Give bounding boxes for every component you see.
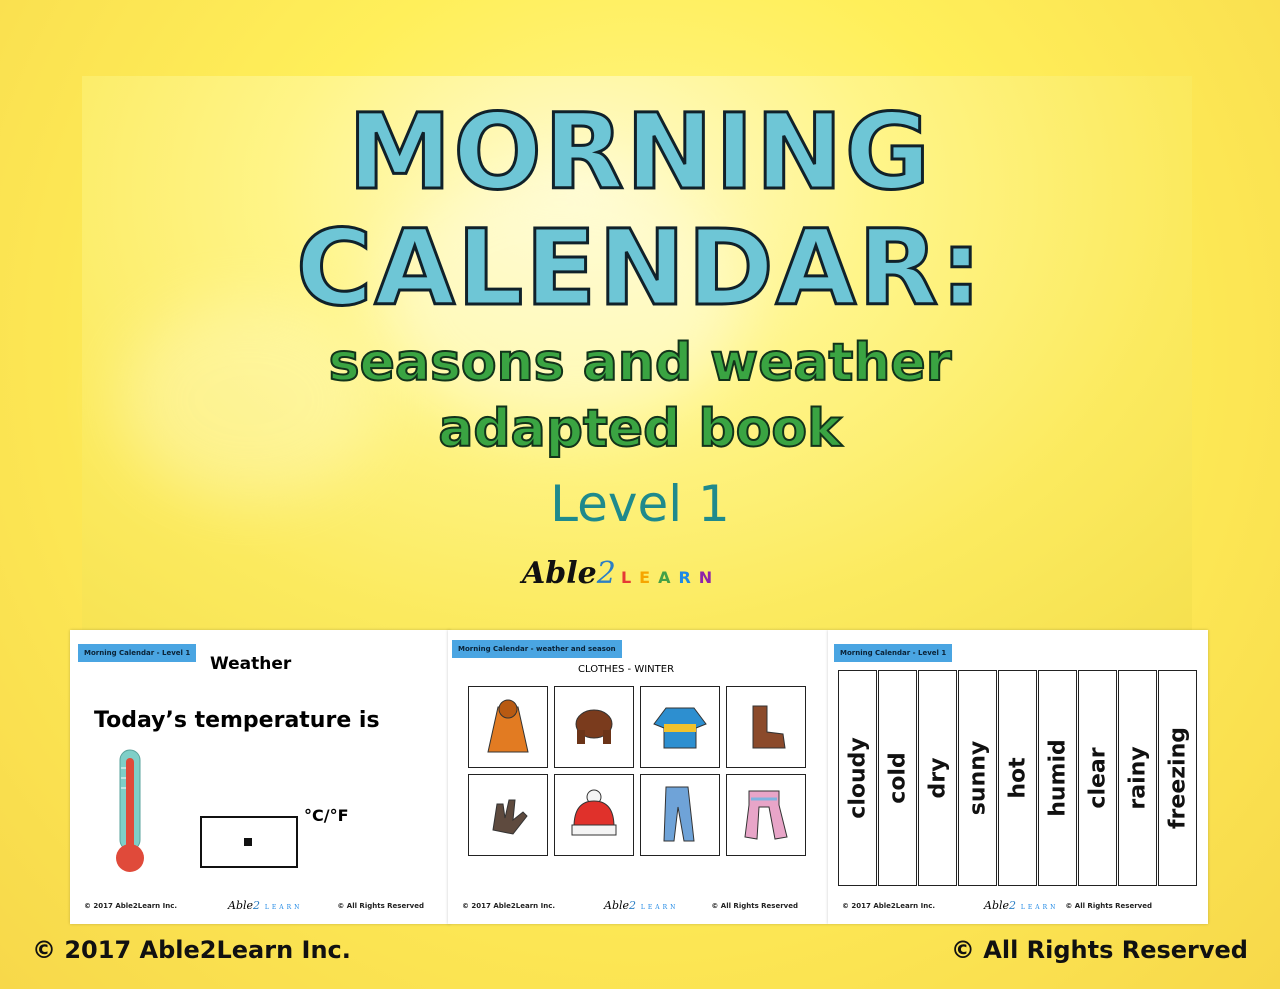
thermometer-icon: [114, 748, 146, 876]
page-footer-logo: Able2 LEARN: [984, 899, 1059, 912]
subtitle-line-2: adapted book: [438, 399, 842, 459]
coat-icon: [468, 686, 548, 768]
page-footer-right: © All Rights Reserved: [1065, 902, 1152, 910]
title-line-1: MORNING: [347, 91, 933, 213]
sweater-icon: [640, 686, 720, 768]
logo-learn: LEARN: [620, 568, 721, 587]
copyright-right: © All Rights Reserved: [950, 936, 1248, 964]
temperature-prompt: Today’s temperature is: [94, 708, 380, 733]
gloves-icon: [468, 774, 548, 856]
preview-page-clothes: [448, 630, 828, 924]
page-footer-logo: Able2 LEARN: [604, 899, 679, 912]
subtitle-line-1: seasons and weather: [328, 333, 952, 393]
page-heading: Weather: [210, 654, 292, 674]
page-tag: Morning Calendar - Level 1: [78, 644, 196, 662]
page-tag: Morning Calendar - Level 1: [834, 644, 952, 662]
page-footer-right: © All Rights Reserved: [711, 902, 798, 910]
pants-icon: [640, 774, 720, 856]
page-footer-left: © 2017 Able2Learn Inc.: [462, 902, 556, 910]
title-line-2: CALENDAR:: [296, 207, 984, 329]
temperature-box: [200, 816, 298, 868]
page-footer-left: © 2017 Able2Learn Inc.: [84, 902, 178, 910]
level-label: Level 1: [550, 475, 730, 533]
page-footer-right: © All Rights Reserved: [337, 902, 424, 910]
word-card: humid: [1038, 670, 1077, 886]
hat-icon: [554, 686, 634, 768]
word-card: freezing: [1158, 670, 1197, 886]
copyright-left: © 2017 Able2Learn Inc.: [32, 936, 351, 964]
word-card: dry: [918, 670, 957, 886]
word-card: cold: [878, 670, 917, 886]
page-footer-logo: Able2 LEARN: [228, 899, 303, 912]
logo-two: 2: [596, 556, 616, 591]
page-heading: CLOTHES - WINTER: [578, 664, 675, 675]
preview-page-weather: [70, 630, 450, 924]
temperature-unit: °C/°F: [304, 806, 349, 825]
box-marker: [244, 838, 252, 846]
word-card: sunny: [958, 670, 997, 886]
word-card: hot: [998, 670, 1037, 886]
logo-able: Able: [522, 556, 597, 591]
able2learn-logo: [522, 556, 762, 602]
word-card: rainy: [1118, 670, 1157, 886]
scarf-icon: [726, 774, 806, 856]
word-card: cloudy: [838, 670, 877, 886]
beanie-icon: [554, 774, 634, 856]
page-tag: Morning Calendar - weather and season: [452, 640, 622, 658]
word-card: clear: [1078, 670, 1117, 886]
page-footer-left: © 2017 Able2Learn Inc.: [842, 902, 936, 910]
preview-page-words: [828, 630, 1208, 924]
boots-icon: [726, 686, 806, 768]
